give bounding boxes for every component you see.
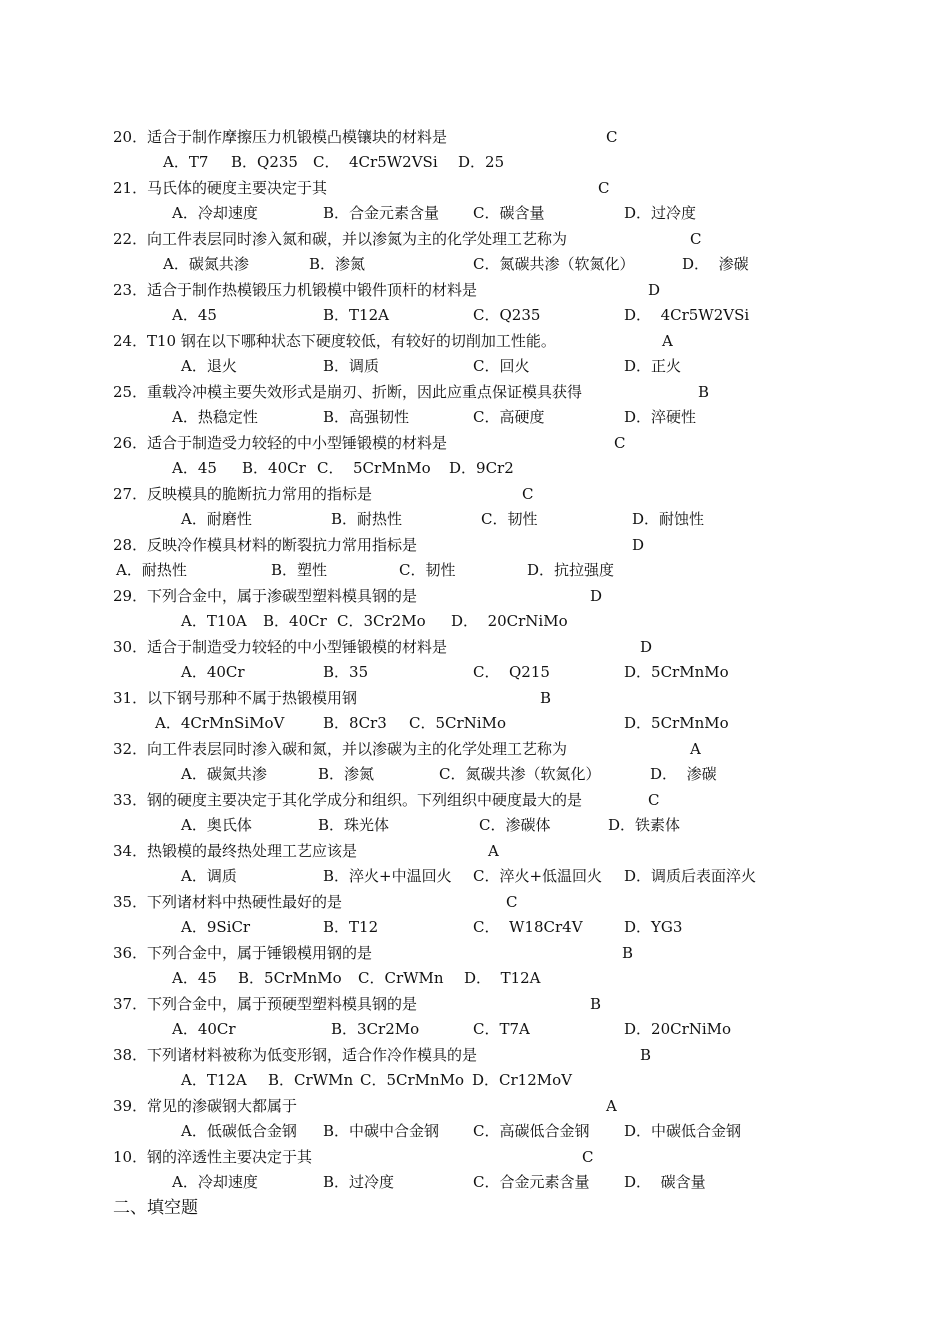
question-text: 马氏体的硬度主要决定于其 [147,179,328,197]
option-a: A．冷却速度 [172,204,258,222]
question-answer: A [606,1097,617,1115]
question-text: T10 钢在以下哪种状态下硬度较低，有较好的切削加工性能。 [147,332,556,350]
question-stem [0,585,950,607]
question-stem [0,534,950,556]
option-b: B．T12A [323,306,389,324]
option-b: B．调质 [323,357,380,375]
question-text: 下列诸材料被称为低变形钢，适合作冷作模具的是 [147,1046,478,1064]
option-a: A．45 [172,969,217,987]
option-c: C． Q215 [473,663,550,681]
question-options [0,151,950,173]
question-answer: D [640,638,653,656]
option-b: B．Q235 [231,153,298,171]
question-text: 重载冷冲模主要失效形式是崩刃、折断，因此应重点保证模具获得 [147,383,583,401]
question-answer: C [522,485,534,503]
option-a: A．T10A [181,612,247,630]
question-stem [0,789,950,811]
section-heading: 二、填空题 [113,1198,198,1218]
question-text: 适合于制造受力较轻的中小型锤锻模的材料是 [147,638,448,656]
question-stem [0,993,950,1015]
option-a: A．40Cr [172,1020,236,1038]
question-text: 热锻模的最终热处理工艺应该是 [147,842,358,860]
option-c: C．高碳低合金钢 [473,1122,590,1140]
option-c: C．韧性 [399,561,456,579]
option-b: B．淬火+中温回火 [323,867,452,885]
question-answer: C [648,791,660,809]
option-a: A．奥氏体 [181,816,252,834]
option-b: B．35 [323,663,369,681]
question-stem [0,636,950,658]
question-answer: D [648,281,661,299]
option-a: A．45 [172,459,217,477]
question-number: 26． [113,434,148,452]
question-options [0,763,950,785]
option-d: D．淬硬性 [624,408,697,426]
question-stem [0,483,950,505]
option-d: D．铁素体 [608,816,681,834]
question-answer: C [614,434,626,452]
option-c: C．淬火+低温回火 [473,867,603,885]
option-a: A．碳氮共渗 [163,255,249,273]
question-number: 29． [113,587,148,605]
option-c: C．高硬度 [473,408,545,426]
option-d: D．抗拉强度 [527,561,615,579]
question-options [0,916,950,938]
option-c: C．渗碳体 [479,816,551,834]
option-d: D． T12A [464,969,541,987]
question-text: 适合于制造受力较轻的中小型锤锻模的材料是 [147,434,448,452]
question-answer: C [582,1148,594,1166]
question-number: 37． [113,995,148,1013]
question-number: 32． [113,740,148,758]
question-stem [0,840,950,862]
question-options [0,202,950,224]
option-b: B．40Cr [242,459,306,477]
question-options [0,1018,950,1040]
option-c: C． 5CrMnMo [317,459,431,477]
question-answer: A [488,842,499,860]
question-options [0,610,950,632]
question-text: 反映模具的脆断抗力常用的指标是 [147,485,373,503]
option-c: C．氮碳共渗（软氮化） [439,765,601,783]
option-d: D． 渗碳 [682,255,749,273]
option-b: B．T12 [323,918,379,936]
option-b: B．CrWMn [268,1071,354,1089]
option-d: D．YG3 [624,918,683,936]
question-number: 31． [113,689,148,707]
option-a: A．碳氮共渗 [181,765,267,783]
question-answer: D [590,587,603,605]
question-text: 钢的淬透性主要决定于其 [147,1148,313,1166]
question-options [0,967,950,989]
option-d: D．正火 [624,357,682,375]
option-d: D． 碳含量 [624,1173,706,1191]
option-a: A．低碳低合金钢 [181,1122,297,1140]
question-answer: C [690,230,702,248]
option-d: D． 20CrNiMo [451,612,568,630]
option-c: C． W18Cr4V [473,918,583,936]
option-c: C．CrWMn [358,969,444,987]
question-options [0,814,950,836]
question-answer: A [662,332,673,350]
question-number: 20． [113,128,148,146]
option-d: D．5CrMnMo [624,714,729,732]
option-d: D．5CrMnMo [624,663,729,681]
question-stem [0,279,950,301]
question-number: 39． [113,1097,148,1115]
question-answer: B [622,944,634,962]
question-stem [0,330,950,352]
question-answer: B [698,383,710,401]
option-b: B．塑性 [271,561,328,579]
question-stem [0,942,950,964]
question-text: 向工件表层同时渗入碳和氮，并以渗碳为主的化学处理工艺称为 [147,740,568,758]
option-d: D．耐蚀性 [632,510,705,528]
option-b: B．耐热性 [331,510,403,528]
question-stem [0,738,950,760]
option-b: B．合金元素含量 [323,204,440,222]
option-d: D．Cr12MoV [472,1071,572,1089]
option-d: D．20CrNiMo [624,1020,732,1038]
option-c: C．碳含量 [473,204,545,222]
option-d: D． 渗碳 [650,765,717,783]
question-text: 向工件表层同时渗入氮和碳，并以渗氮为主的化学处理工艺称为 [147,230,568,248]
question-options [0,865,950,887]
question-text: 反映冷作模具材料的断裂抗力常用指标是 [147,536,418,554]
option-a: A．9SiCr [181,918,251,936]
question-answer: D [632,536,645,554]
option-c: C．Q235 [473,306,541,324]
question-number: 24． [113,332,148,350]
question-stem [0,891,950,913]
question-number: 30． [113,638,148,656]
question-text: 以下钢号那种不属于热锻模用钢 [147,689,358,707]
option-b: B．珠光体 [318,816,390,834]
option-b: B．渗氮 [309,255,366,273]
question-options [0,457,950,479]
question-number: 36． [113,944,148,962]
question-stem [0,432,950,454]
option-a: A．耐磨性 [181,510,252,528]
option-c: C．回火 [473,357,530,375]
option-c: C．5CrMnMo [360,1071,465,1089]
question-answer: B [540,689,552,707]
question-stem [0,126,950,148]
option-b: B．8Cr3 [323,714,387,732]
question-number: 28． [113,536,148,554]
question-text: 常见的渗碳钢大都属于 [147,1097,298,1115]
question-text: 下列诸材料中热硬性最好的是 [147,893,343,911]
question-stem [0,1044,950,1066]
question-answer: C [506,893,518,911]
question-answer: B [640,1046,652,1064]
option-b: B．3Cr2Mo [331,1020,420,1038]
question-options [0,661,950,683]
question-number: 25． [113,383,148,401]
option-a: A．T12A [181,1071,247,1089]
question-options [0,406,950,428]
question-stem [0,228,950,250]
question-text: 下列合金中，属于锤锻模用钢的是 [147,944,373,962]
option-b: B．渗氮 [318,765,375,783]
question-number: 10． [113,1148,148,1166]
option-c: C． 4Cr5W2VSi [313,153,438,171]
option-a: A．45 [172,306,217,324]
option-a: A．耐热性 [116,561,187,579]
option-b: B．中碳中合金钢 [323,1122,440,1140]
question-text: 下列合金中，属于预硬型塑料模具钢的是 [147,995,418,1013]
option-b: B．40Cr [263,612,327,630]
question-options [0,1120,950,1142]
question-number: 33． [113,791,148,809]
option-d: D．9Cr2 [449,459,514,477]
question-options [0,1069,950,1091]
question-options [0,559,950,581]
option-b: B．高强韧性 [323,408,410,426]
option-c: C．5CrNiMo [409,714,506,732]
question-number: 21． [113,179,148,197]
option-d: D．25 [458,153,505,171]
question-stem [0,381,950,403]
option-d: D． 4Cr5W2VSi [624,306,750,324]
question-stem [0,177,950,199]
option-c: C．韧性 [481,510,538,528]
question-answer: C [606,128,618,146]
option-a: A．T7 [163,153,209,171]
option-b: B．5CrMnMo [238,969,342,987]
question-text: 下列合金中，属于渗碳型塑料模具钢的是 [147,587,418,605]
question-options [0,712,950,734]
option-a: A．40Cr [181,663,245,681]
question-text: 钢的硬度主要决定于其化学成分和组织。下列组织中硬度最大的是 [147,791,583,809]
question-number: 23． [113,281,148,299]
option-c: C．3Cr2Mo [337,612,426,630]
option-a: A．4CrMnSiMoV [155,714,285,732]
question-text: 适合于制作热模锻压力机锻模中锻件顶杆的材料是 [147,281,478,299]
option-a: A．冷却速度 [172,1173,258,1191]
question-stem [0,687,950,709]
question-number: 22． [113,230,148,248]
question-options [0,304,950,326]
question-number: 35． [113,893,148,911]
question-number: 34． [113,842,148,860]
option-a: A．退火 [181,357,237,375]
question-number: 38． [113,1046,148,1064]
question-number: 27． [113,485,148,503]
question-stem [0,1146,950,1168]
option-c: C．氮碳共渗（软氮化） [473,255,635,273]
question-options [0,253,950,275]
option-d: D．过冷度 [624,204,697,222]
option-c: C．合金元素含量 [473,1173,590,1191]
option-b: B．过冷度 [323,1173,395,1191]
question-answer: C [598,179,610,197]
option-a: A．调质 [181,867,237,885]
question-options [0,355,950,377]
question-answer: B [590,995,602,1013]
option-c: C．T7A [473,1020,530,1038]
option-d: D．调质后表面淬火 [624,867,757,885]
question-stem [0,1095,950,1117]
option-d: D．中碳低合金钢 [624,1122,742,1140]
question-text: 适合于制作摩擦压力机锻模凸模镶块的材料是 [147,128,448,146]
question-options [0,1171,950,1193]
question-answer: A [690,740,701,758]
option-a: A．热稳定性 [172,408,258,426]
question-options [0,508,950,530]
